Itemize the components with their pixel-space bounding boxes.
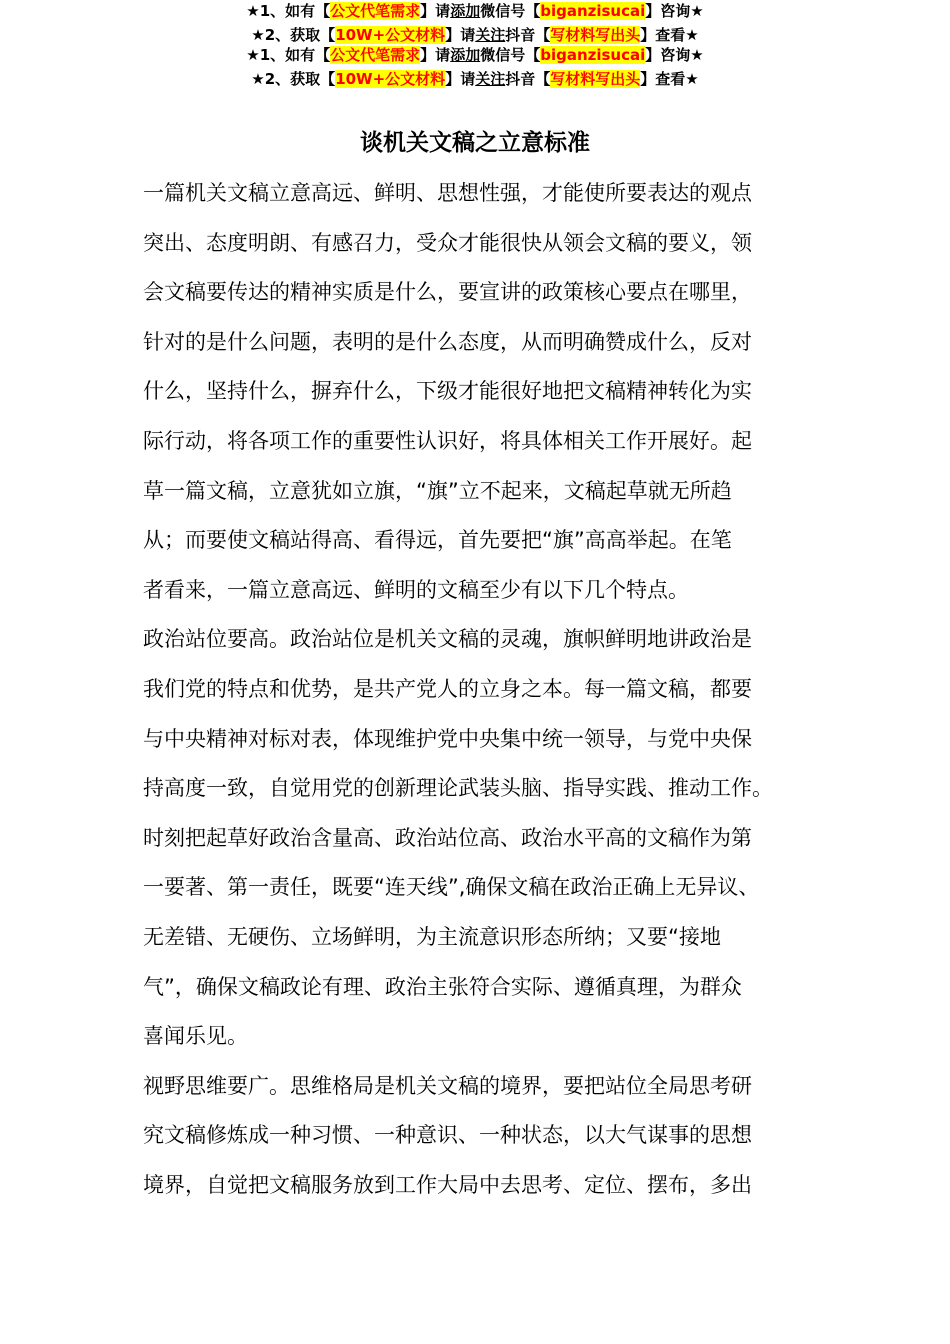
promo-text: ★2、获取【 [251,26,336,44]
promo-line-2 [0,24,950,46]
body-text-line: 无差错、无硬伤、立场鲜明，为主流意识形态所纳；又要“接地 [143,925,721,949]
body-text-line: 者看来，一篇立意高远、鲜明的文稿至少有以下几个特点。 [143,578,689,602]
promo-text: 】请 [420,2,451,20]
promo-highlight: biganzisucai [540,2,646,20]
body-text-line: 政治站位要高。政治站位是机关文稿的灵魂，旗帜鲜明地讲政治是 [143,627,752,651]
promo-underline: 添加 [450,2,481,20]
promo-highlight: 公文代笔需求 [330,46,421,64]
promo-line-1 [0,44,950,66]
body-text-line: 际行动，将各项工作的重要性认识好，将具体相关工作开展好。起 [143,429,752,453]
body-text-line: 视野思维要广。思维格局是机关文稿的境界，要把站位全局思考研 [143,1074,752,1098]
promo-text: ★1、如有【 [246,2,331,20]
promo-highlight: 写材料写出头 [550,70,641,88]
promo-highlight: biganzisucai [540,46,646,64]
body-text-line: 与中央精神对标对表，体现维护党中央集中统一领导，与党中央保 [143,727,752,751]
promo-text: ★1、如有【 [246,46,331,64]
body-text-line: 时刻把起草好政治含量高、政治站位高、政治水平高的文稿作为第 [143,826,752,850]
body-text-line: 我们党的特点和优势，是共产党人的立身之本。每一篇文稿，都要 [143,677,752,701]
promo-highlight: 10W+公文材料 [335,26,446,44]
promo-text: 】查看★ [640,26,699,44]
body-text-line: 气”，确保文稿政论有理、政治主张符合实际、遵循真理，为群众 [143,975,742,999]
promo-underline: 添加 [450,46,481,64]
promo-text: 】咨询★ [645,46,704,64]
promo-text: 】查看★ [640,70,699,88]
body-text-line: 从；而要使文稿站得高、看得远，首先要把“旗”高高举起。在笔 [143,528,732,552]
body-text-line: 一篇机关文稿立意高远、鲜明、思想性强，才能使所要表达的观点 [143,181,752,205]
body-text-line: 草一篇文稿，立意犹如立旗，“旗”立不起来，文稿起草就无所趋 [143,479,732,503]
body-text-line: 什么，坚持什么，摒弃什么，下级才能很好地把文稿精神转化为实 [143,379,752,403]
body-text-line: 针对的是什么问题，表明的是什么态度，从而明确赞成什么，反对 [143,330,752,354]
promo-banner-top [0,0,950,44]
body-text-line: 会文稿要传达的精神实质是什么，要宣讲的政策核心要点在哪里， [143,280,752,304]
promo-highlight: 写材料写出头 [550,26,641,44]
promo-highlight: 公文代笔需求 [330,2,421,20]
promo-line-1 [0,0,950,22]
promo-text: ★2、获取【 [251,70,336,88]
promo-line-2 [0,68,950,90]
promo-text: 抖音【 [505,26,551,44]
body-text-line: 究文稿修炼成一种习惯、一种意识、一种状态，以大气谋事的思想 [143,1123,752,1147]
promo-text: 微信号【 [480,46,541,64]
promo-banner-bottom [0,44,950,88]
promo-underline: 关注 [475,70,506,88]
promo-text: 】咨询★ [645,2,704,20]
body-text-line: 一要著、第一责任，既要“连天线”,确保文稿在政治正确上无异议、 [143,875,760,899]
body-text-line: 突出、态度明朗、有感召力，受众才能很快从领会文稿的要义，领 [143,231,752,255]
promo-highlight: 10W+公文材料 [335,70,446,88]
promo-text: 微信号【 [480,2,541,20]
promo-text: 】请 [445,26,476,44]
promo-text: 抖音【 [505,70,551,88]
promo-underline: 关注 [475,26,506,44]
body-text-line: 持高度一致，自觉用党的创新理论武装头脑、指导实践、推动工作。 [143,776,773,800]
body-text-line: 喜闻乐见。 [143,1024,248,1048]
document-title: 谈机关文稿之立意标准 [360,130,590,156]
body-text-line: 境界，自觉把文稿服务放到工作大局中去思考、定位、摆布，多出 [143,1173,752,1197]
promo-text: 】请 [420,46,451,64]
promo-text: 】请 [445,70,476,88]
